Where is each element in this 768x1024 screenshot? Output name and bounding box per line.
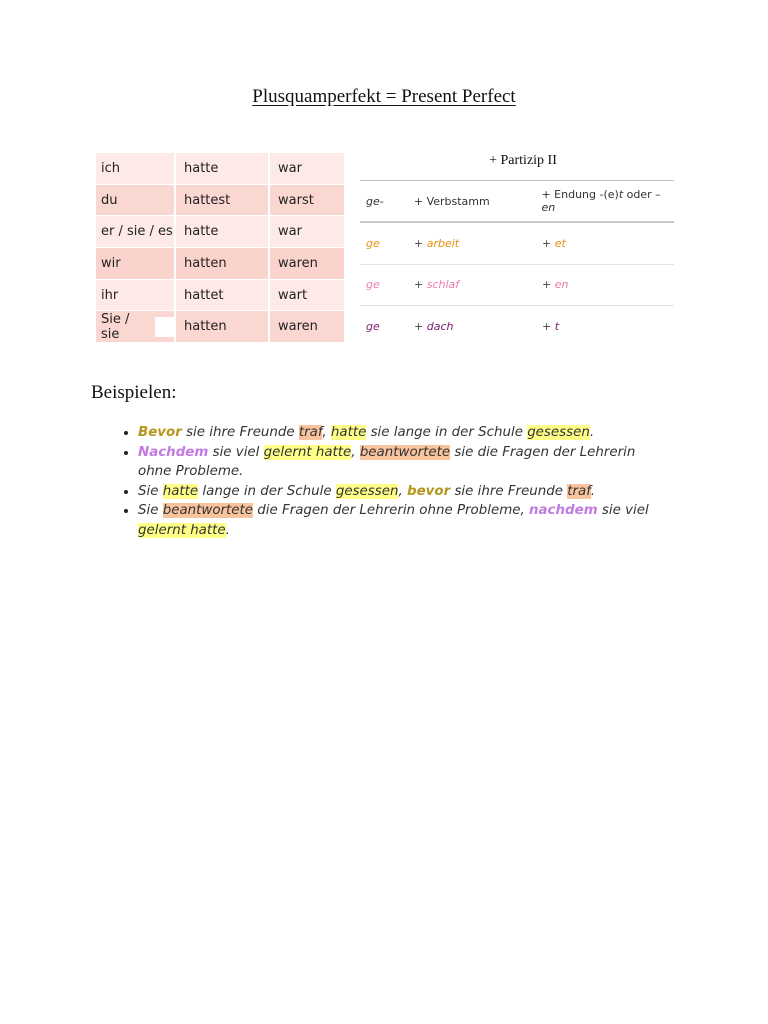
cell-hatte: hatten [176, 248, 270, 280]
cell-pronoun: er / sie / es [96, 216, 176, 248]
cell-pronoun: wir [96, 248, 176, 280]
header-prefix: ge- [366, 194, 384, 208]
partizip-ending: + t [542, 319, 560, 333]
page-title: Plusquamperfekt = Present Perfect [252, 86, 516, 107]
cell-pronoun: Sie / sie [96, 311, 176, 343]
cell-war: war [270, 216, 344, 248]
conjugation-row [96, 311, 344, 343]
partizip-row [360, 223, 674, 265]
conjugation-row [96, 216, 344, 248]
header-ending: + Endung -(e)t oder –en [541, 188, 661, 214]
header-stem: + Verbstamm [413, 194, 490, 208]
cell-pronoun: ich [96, 153, 176, 185]
partizip-table [360, 150, 674, 347]
conjugation-row [96, 185, 344, 217]
partizip-prefix: ge [366, 319, 380, 333]
list-item: • Sie beantwortete die Fragen der Lehrerin ohne Probleme, nachdem sie viel gelernt hatte. [138, 501, 668, 540]
partizip-ending: + en [542, 278, 569, 292]
partizip-prefix: ge [366, 236, 380, 250]
examples-heading: Beispielen: [91, 382, 177, 403]
partizip-heading: + Partizip II [360, 150, 674, 181]
partizip-row [360, 306, 674, 347]
list-item: • Nachdem sie viel gelernt hatte, beantwortete sie die Fragen der Lehrerin ohne Probleme. [138, 443, 668, 482]
cell-pronoun: ihr [96, 280, 176, 312]
partizip-stem: + schlaf [414, 278, 460, 292]
partizip-header-row [360, 181, 674, 223]
list-item: • Bevor sie ihre Freunde traf, hatte sie lange in der Schule gesessen. [138, 423, 668, 443]
cell-pronoun: du [96, 185, 176, 217]
conjugation-row [96, 153, 344, 185]
cell-war: waren [270, 311, 344, 343]
cell-war: war [270, 153, 344, 185]
cell-war: warst [270, 185, 344, 217]
cell-hatte: hatten [176, 311, 270, 343]
cell-hatte: hattet [176, 280, 270, 312]
conjugation-table [96, 153, 344, 343]
conjugation-row [96, 248, 344, 280]
cell-war: waren [270, 248, 344, 280]
partizip-stem: + dach [414, 319, 454, 333]
white-box [155, 317, 174, 337]
partizip-prefix: ge [366, 278, 380, 292]
partizip-ending: + et [542, 236, 566, 250]
partizip-row [360, 265, 674, 307]
conjugation-row [96, 280, 344, 312]
partizip-stem: + arbeit [414, 236, 460, 250]
list-item: • Sie hatte lange in der Schule gesessen, bevor sie ihre Freunde traf. [138, 482, 668, 502]
cell-hatte: hatte [176, 153, 270, 185]
cell-hatte: hatte [176, 216, 270, 248]
examples-list [116, 423, 668, 541]
cell-hatte: hattest [176, 185, 270, 217]
cell-war: wart [270, 280, 344, 312]
